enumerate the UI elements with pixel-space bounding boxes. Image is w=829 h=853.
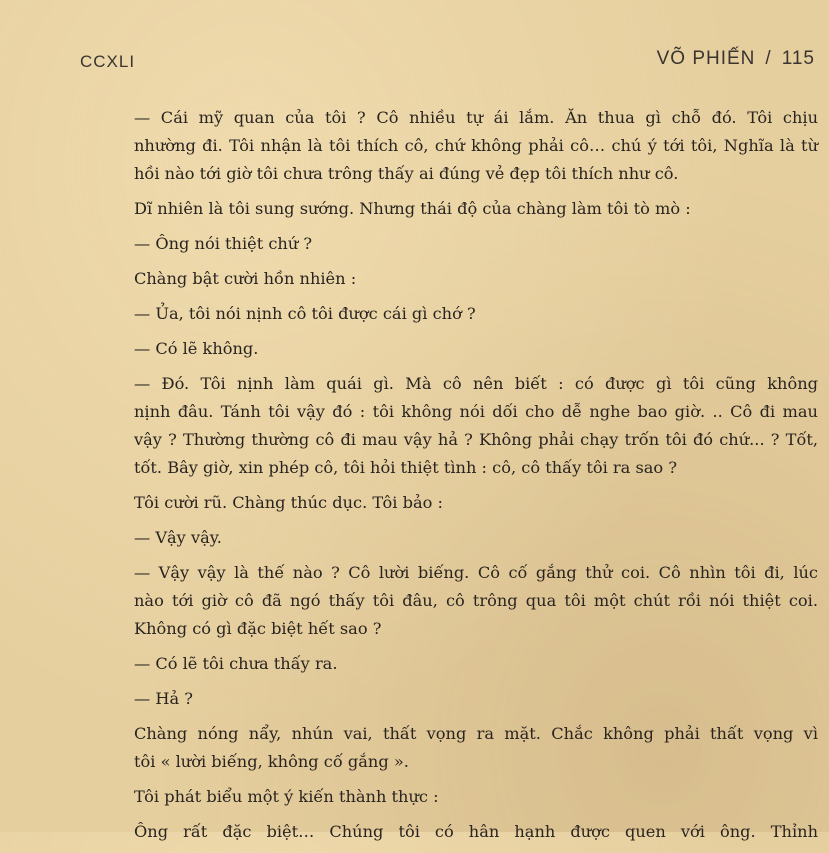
header-separator: / [765,48,772,69]
paragraph [84,783,818,811]
paragraph [84,818,818,846]
paragraph [84,195,818,223]
text-line: Ông rất đặc biệt… Chúng tôi có hân hạnh được quen với ông. Thỉnh [134,822,818,841]
text-line: — Có lẽ tôi chưa thấy ra. [134,654,338,673]
paragraph [84,685,818,713]
author-page [657,48,815,70]
paragraph [84,559,818,643]
paragraph [84,524,818,552]
paragraph [84,720,818,776]
text-line: tôi « lười biếng, không cố gắng ». [134,752,409,771]
text-line: Tôi phát biểu một ý kiến thành thực : [134,787,439,806]
text-line: nào tới giờ cô đã ngó thấy tôi đâu, cô trông qua tôi một chút rồi nói thiệt coi. [134,591,818,610]
text-line: Chàng nóng nẩy, nhún vai, thất vọng ra mặt. Chắc không phải thất vọng vì [134,724,818,743]
text-line: — Ông nói thiệt chứ ? [134,234,313,253]
text-line: vậy ? Thường thường cô đi mau vậy hả ? Không phải chạy trốn tôi đó chứ... ? Tốt, [134,430,818,449]
text-line: — Cái mỹ quan của tôi ? Cô nhiều tự ái lắm. Ăn thua gì chỗ đó. Tôi chịu [134,108,818,127]
text-line: — Có lẽ không. [134,339,259,358]
paragraph [84,300,818,328]
text-line: hồi nào tới giờ tôi chưa trông thấy ai đúng vẻ đẹp tôi thích như cô. [134,164,679,183]
text-line: tốt. Bây giờ, xin phép cô, tôi hỏi thiệt tình : cô, cô thấy tôi ra sao ? [134,458,677,477]
text-line: — Ủa, tôi nói nịnh cô tôi được cái gì chớ ? [134,304,476,323]
text-line: nịnh đâu. Tánh tôi vậy đó : tôi không nói dối cho dễ nghe bao giờ. .. Cô đi mau [134,402,818,421]
text-line: — Vậy vậy là thế nào ? Cô lười biếng. Cô cố gắng thử coi. Cô nhìn tôi đi, lúc [134,563,818,582]
paragraph [84,104,818,188]
section-number: CCXLI [80,52,136,71]
text-line: Dĩ nhiên là tôi sung sướng. Nhưng thái độ của chàng làm tôi tò mò : [134,199,691,218]
running-header [80,44,815,74]
author-name: VÕ PHIẾN [656,48,756,69]
text-line: Tôi cười rũ. Chàng thúc dục. Tôi bảo : [134,493,443,512]
text-line: — Vậy vậy. [134,528,222,547]
page-body [84,104,818,853]
text-line: Chàng bật cười hồn nhiên : [134,269,357,288]
paragraph [84,335,818,363]
page-number: 115 [781,48,815,69]
paragraph [84,230,818,258]
text-line: — Đó. Tôi nịnh làm quái gì. Mà cô nên biết : có được gì tôi cũng không [134,374,818,393]
paragraph [84,265,818,293]
text-line: — Hả ? [134,689,193,708]
text-line: nhường đi. Tôi nhận là tôi thích cô, chứ không phải cô… chú ý tới tôi, Nghĩa là từ [134,136,818,155]
text-line: Không có gì đặc biệt hết sao ? [134,619,382,638]
paragraph [84,370,818,482]
paragraph [84,650,818,678]
paragraph [84,489,818,517]
